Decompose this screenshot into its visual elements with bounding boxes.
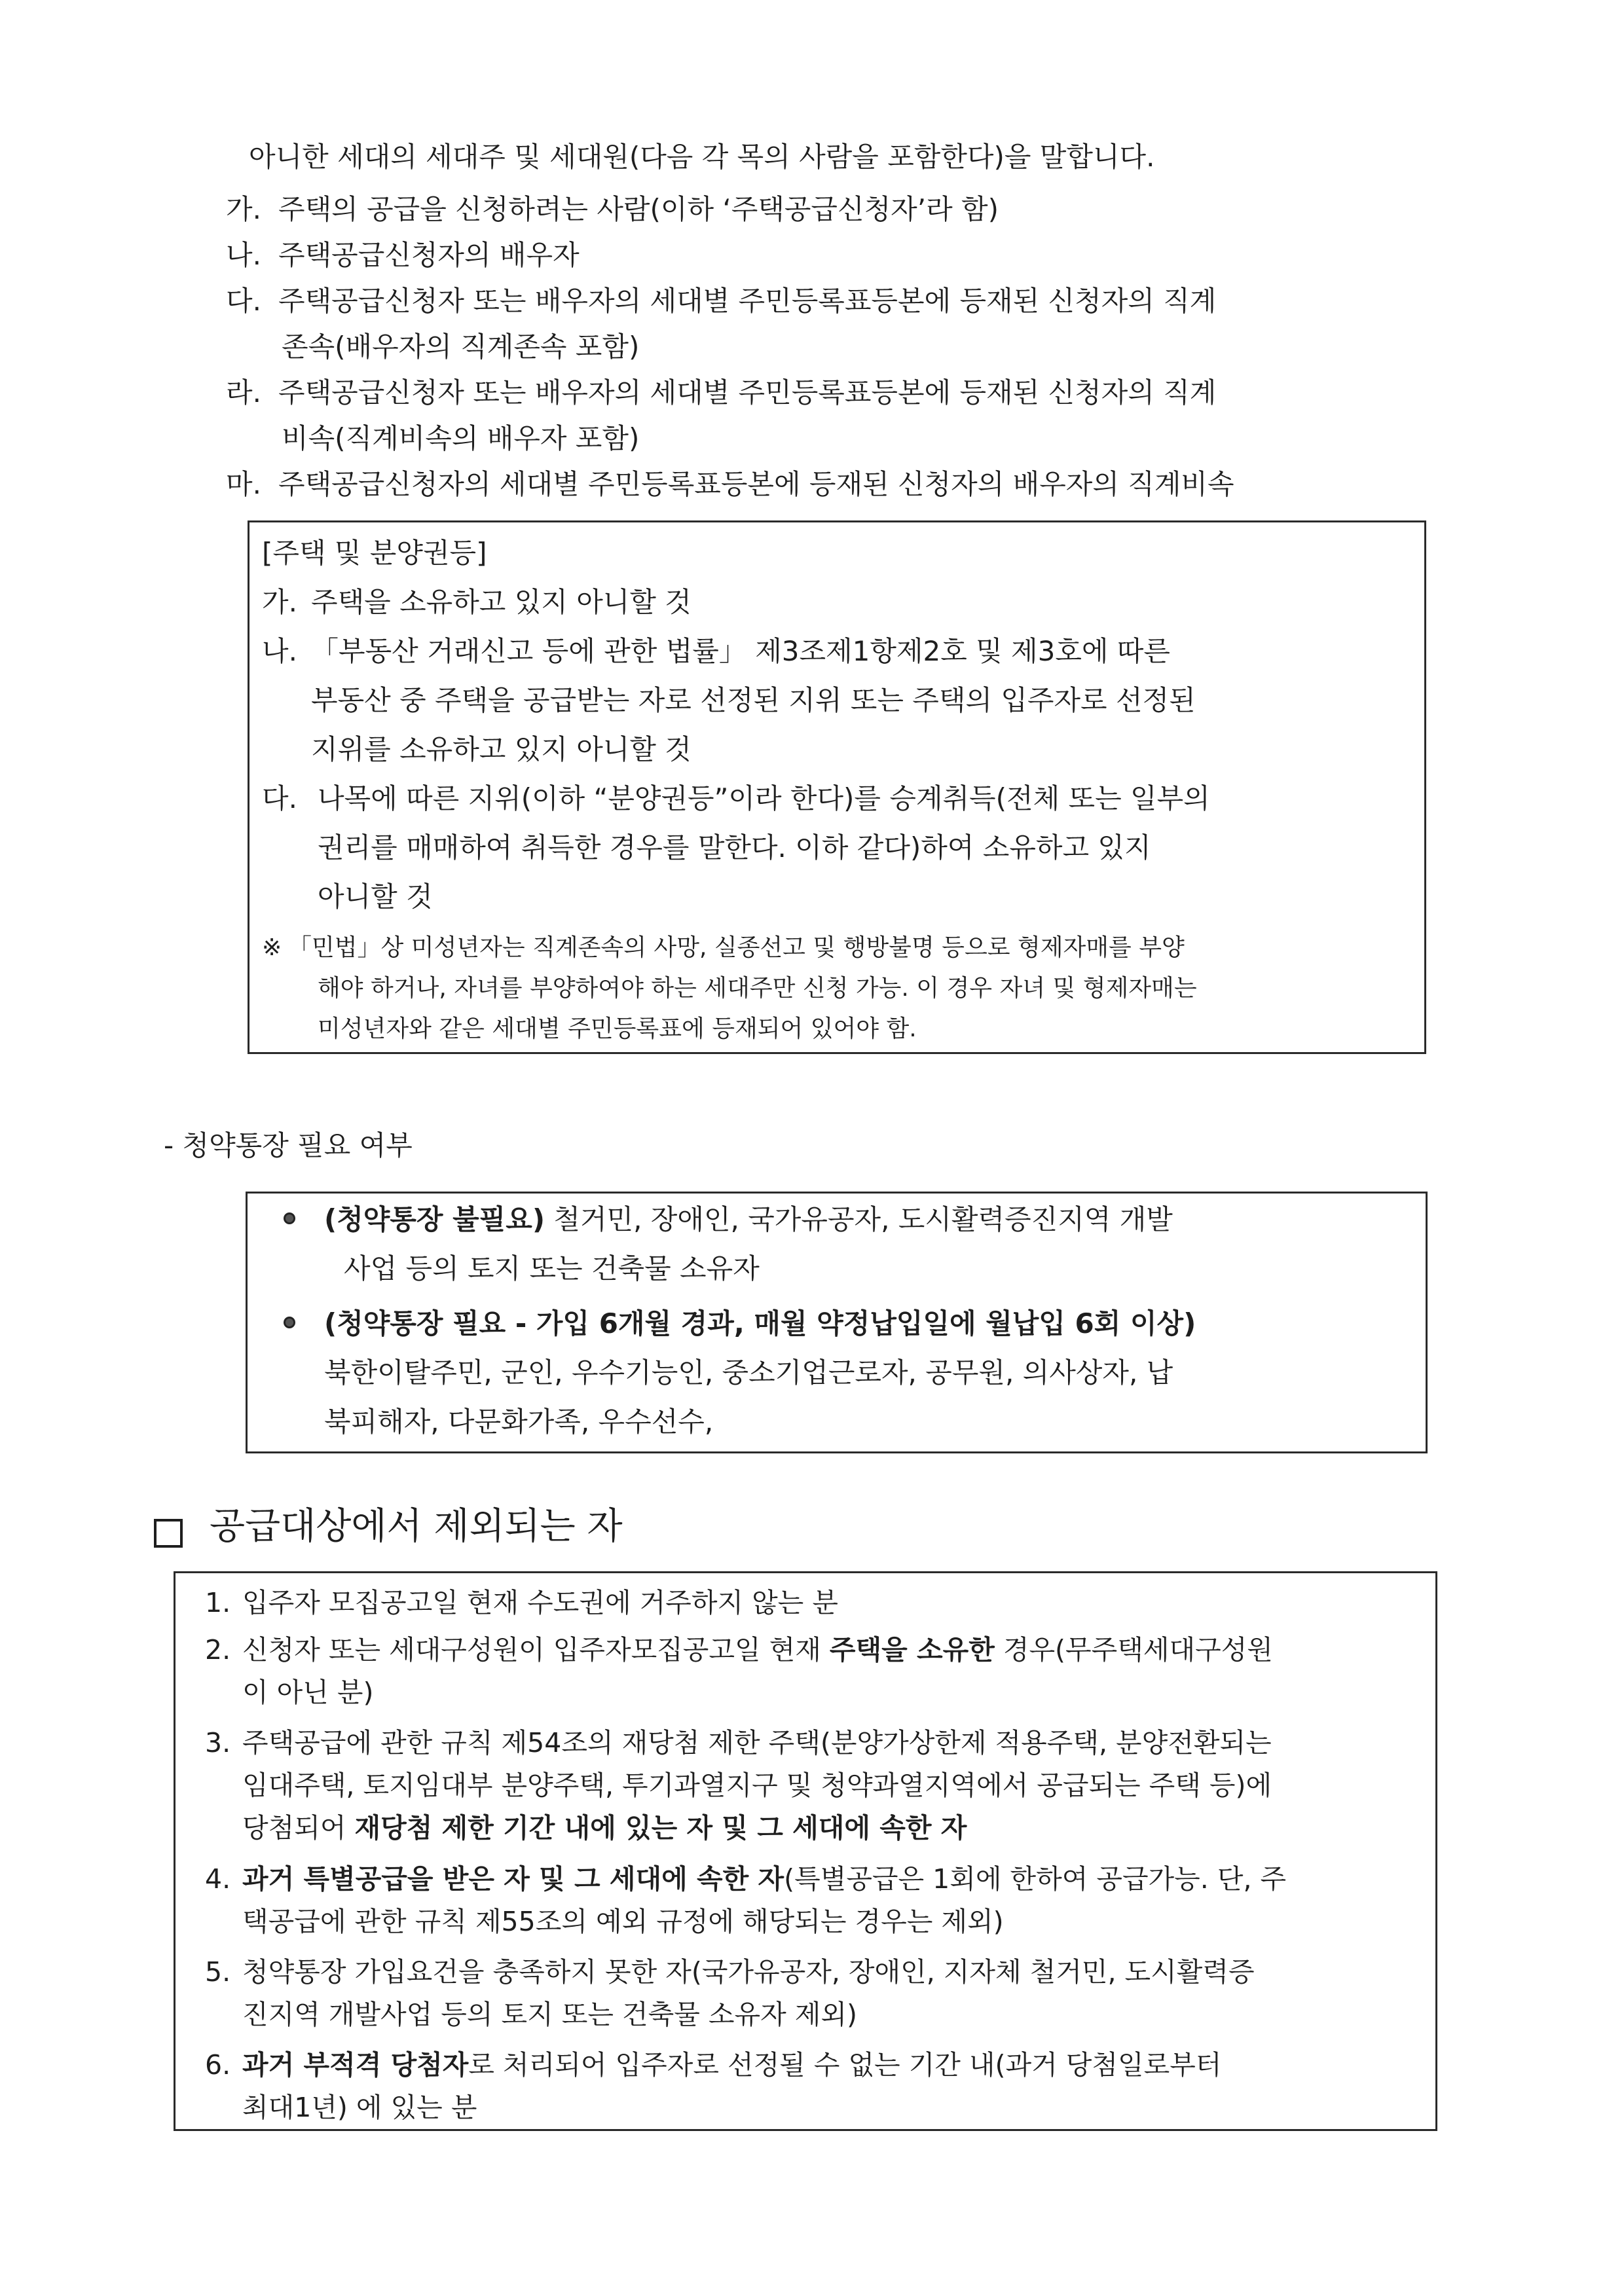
exclusion-line — [242, 1808, 967, 1848]
housing-item-line: 권리를 매매하여 취득한 경우를 말한다. 이하 같다)하여 소유하고 있지 — [318, 831, 1151, 864]
subscription-required-line: 북한이탈주민, 군인, 우수기능인, 중소기업근로자, 공무원, 의사상자, 납 — [324, 1357, 1173, 1389]
subscription-not-required-line2: 사업 등의 토지 또는 건축물 소유자 — [344, 1252, 760, 1285]
exclusion-text: 신청자 또는 세대구성원이 입주자모집공고일 현재 — [242, 1634, 830, 1666]
subscription-not-required-heading: (청약통장 불필요) — [324, 1203, 545, 1235]
exclusion-marker: 6. — [205, 2049, 231, 2081]
household-item-marker: 마. — [226, 468, 261, 500]
exclusion-text: 택공급에 관한 규칙 제55조의 예외 규정에 해당되는 경우는 제외) — [242, 1906, 1004, 1937]
exclusion-line — [242, 1766, 1414, 1805]
household-item-line: 주택공급신청자의 세대별 주민등록표등본에 등재된 신청자의 배우자의 직계비속 — [278, 468, 1234, 500]
housing-item-line: 아니할 것 — [318, 881, 433, 913]
exclusion-line — [242, 2088, 477, 2127]
exclusion-marker: 3. — [205, 1727, 231, 1758]
exclusion-marker: 4. — [205, 1863, 231, 1895]
subscription-label: - 청약통장 필요 여부 — [164, 1129, 413, 1161]
household-item-line: 주택의 공급을 신청하려는 사람(이하 ‘주택공급신청자’라 함) — [278, 193, 999, 225]
housing-item-line: 나목에 따른 지위(이하 “분양권등”이라 한다)를 승계취득(전체 또는 일부의 — [318, 782, 1210, 814]
exclusion-line — [242, 1859, 1414, 1899]
housing-item-line: 주택을 소유하고 있지 아니할 것 — [311, 586, 692, 618]
exclusion-line — [242, 2045, 1414, 2085]
exclusion-line — [242, 1723, 1414, 1762]
household-item-marker: 라. — [226, 376, 261, 409]
household-item-marker: 가. — [226, 193, 261, 225]
exclusion-text: 청약통장 가입요건을 충족하지 못한 자(국가유공자, 장애인, 지자체 철거민, 도시활력증 — [242, 1956, 1255, 1988]
exclusion-text: 임대주택, 토지임대부 분양주택, 투기과열지구 및 청약과열지역에서 공급되는 주택 등)에 — [242, 1770, 1272, 1801]
exclusion-emphasis: 주택을 소유한 — [829, 1634, 995, 1666]
household-item-marker: 나. — [226, 239, 261, 271]
exclusion-text: 당첨되어 — [242, 1812, 355, 1844]
exclusion-line — [242, 1902, 1004, 1941]
household-item-line: 주택공급신청자 또는 배우자의 세대별 주민등록표등본에 등재된 신청자의 직계 — [278, 376, 1217, 409]
household-item-line: 주택공급신청자의 배우자 — [278, 239, 580, 271]
exclusion-marker: 1. — [205, 1587, 231, 1618]
exclusion-text: 경우(무주택세대구성원 — [994, 1634, 1273, 1666]
household-item-line-text: 주택공급신청자 또는 배우자의 세대별 주민등록표등본에 등재된 신청자의 직계 — [278, 285, 1217, 317]
exclusion-text: 이 아닌 분) — [242, 1677, 374, 1708]
household-item-line — [278, 282, 1431, 321]
housing-note-line: 미성년자와 같은 세대별 주민등록표에 등재되어 있어야 함. — [318, 1015, 917, 1042]
exclusion-line — [242, 1952, 1414, 1992]
exclusion-marker: 5. — [205, 1956, 231, 1988]
subscription-required-heading-text: (청약통장 필요 - 가입 6개월 경과, 매월 약정납입일에 월납입 6회 이상) — [324, 1307, 1196, 1339]
exclusion-emphasis: 과거 특별공급을 받은 자 및 그 세대에 속한 자 — [242, 1863, 784, 1895]
exclusion-line — [242, 1583, 838, 1622]
housing-item-line: 지위를 소유하고 있지 아니할 것 — [311, 733, 692, 765]
housing-item-marker: 나. — [262, 635, 297, 667]
bullet-icon — [284, 1317, 295, 1328]
household-item-line: 존속(배우자의 직계존속 포함) — [282, 331, 640, 363]
household-item-line: 비속(직계비속의 배우자 포함) — [282, 422, 640, 454]
exclusion-emphasis: 과거 부적격 당첨자 — [242, 2049, 469, 2081]
subscription-required-line: 북피해자, 다문화가족, 우수선수, — [324, 1406, 714, 1438]
exclusion-line — [242, 1630, 1414, 1669]
exclusion-text: 로 처리되어 입주자로 선정될 수 없는 기간 내(과거 당첨일로부터 — [468, 2049, 1222, 2081]
exclusion-text: (특별공급은 1회에 한하여 공급가능. 단, 주 — [784, 1863, 1287, 1895]
household-intro — [249, 137, 1362, 177]
housing-box-title: [주택 및 분양권등] — [262, 537, 487, 569]
housing-item-marker: 가. — [262, 586, 297, 618]
exclusions-title: 공급대상에서 제외되는 자 — [210, 1505, 623, 1548]
exclusion-marker: 2. — [205, 1634, 231, 1666]
housing-note-line: 「민법」상 미성년자는 직계존속의 사망, 실종선고 및 행방불명 등으로 형제자매를 부양 — [288, 934, 1185, 961]
household-intro-text: 아니한 세대의 세대주 및 세대원(다음 각 목의 사람을 포함한다)을 말합니다. — [249, 141, 1155, 173]
subscription-not-required-line — [324, 1200, 1405, 1239]
subscription-not-required-text: 철거민, 장애인, 국가유공자, 도시활력증진지역 개발 — [553, 1203, 1173, 1235]
exclusion-text: 주택공급에 관한 규칙 제54조의 재당첨 제한 주택(분양가상한제 적용주택, 분양전환되는 — [242, 1727, 1272, 1758]
housing-note-line: 해야 하거나, 자녀를 부양하여야 하는 세대주만 신청 가능. 이 경우 자녀 및 형제자매는 — [318, 975, 1197, 1002]
bullet-icon — [284, 1212, 295, 1224]
subscription-required-heading — [324, 1304, 1405, 1343]
housing-item-line: 「부동산 거래신고 등에 관한 법률」 제3조제1항제2호 및 제3호에 따른 — [311, 635, 1170, 667]
housing-item-line: 부동산 중 주택을 공급받는 자로 선정된 지위 또는 주택의 입주자로 선정된 — [311, 684, 1196, 716]
exclusion-line — [242, 1995, 857, 2034]
exclusion-text: 입주자 모집공고일 현재 수도권에 거주하지 않는 분 — [242, 1587, 838, 1618]
exclusion-text: 진지역 개발사업 등의 토지 또는 건축물 소유자 제외) — [242, 1999, 857, 2030]
exclusion-emphasis: 재당첨 제한 기간 내에 있는 자 및 그 세대에 속한 자 — [354, 1812, 967, 1844]
exclusion-text: 최대1년) 에 있는 분 — [242, 2092, 477, 2123]
housing-item-marker: 다. — [262, 782, 297, 814]
housing-note-marker: ※ — [262, 934, 282, 961]
checkbox-square-icon — [154, 1519, 183, 1548]
exclusion-line — [242, 1673, 374, 1712]
household-item-marker: 다. — [226, 285, 261, 317]
